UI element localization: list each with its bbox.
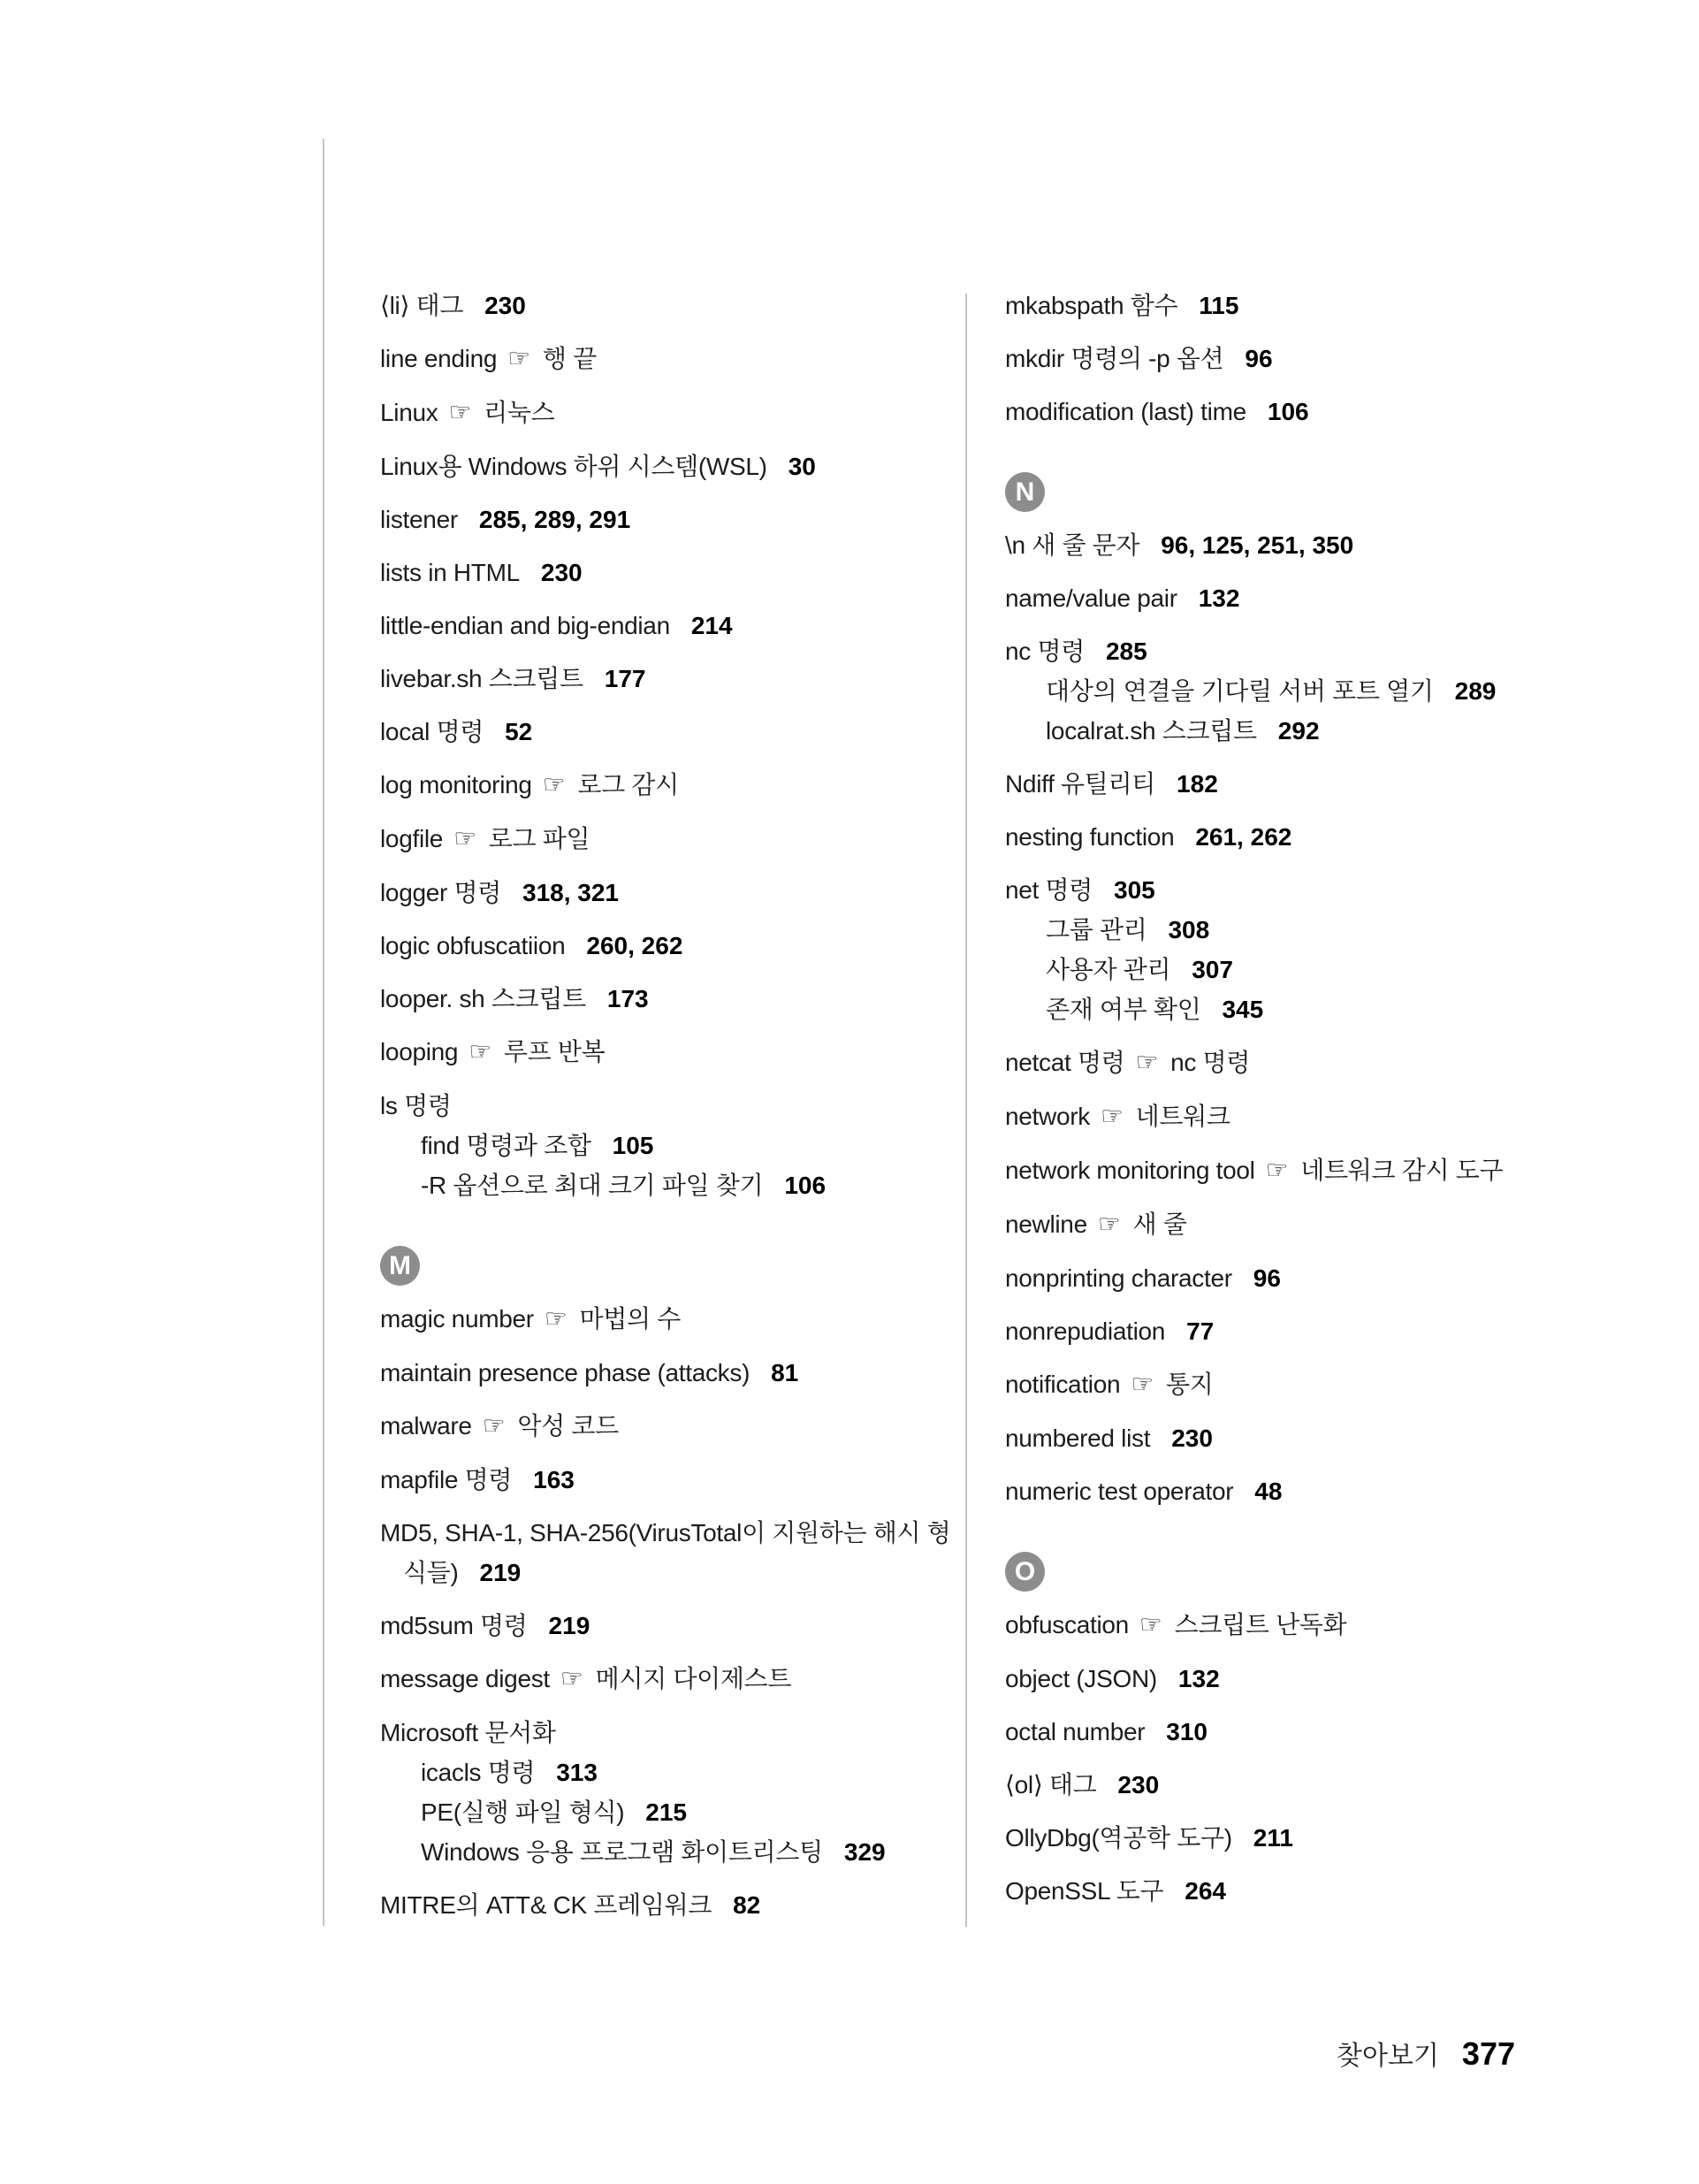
- index-entry: [380, 1353, 960, 1393]
- cross-reference-icon: ☞: [1139, 1611, 1162, 1639]
- cross-reference-target: 통지: [1165, 1371, 1214, 1398]
- cross-reference-icon: ☞: [453, 825, 476, 853]
- index-entry: [1005, 392, 1695, 431]
- entry-term: logfile: [380, 825, 444, 852]
- entry-term: magic number: [380, 1305, 534, 1333]
- index-entry: [380, 1086, 960, 1126]
- cross-reference-target: 리눅스: [484, 399, 555, 426]
- index-entry: [380, 447, 960, 486]
- entry-term: maintain presence phase (attacks): [380, 1359, 750, 1386]
- page-numbers: 219: [548, 1612, 590, 1639]
- page-numbers: 264: [1185, 1877, 1226, 1905]
- index-subentry: [380, 1126, 960, 1165]
- entry-term: livebar.sh 스크립트: [380, 665, 583, 692]
- section-letter-badge: M: [380, 1246, 420, 1286]
- entry-term: nonrepudiation: [1005, 1317, 1166, 1345]
- cross-reference-target: 행 끝: [542, 345, 597, 372]
- entry-term: 존재 여부 확인: [1046, 996, 1201, 1023]
- index-entry: [1005, 1311, 1695, 1351]
- entry-term: newline: [1005, 1210, 1087, 1238]
- cross-reference-target: 악성 코드: [517, 1412, 619, 1439]
- page-numbers: 105: [612, 1132, 654, 1159]
- cross-reference-target: 루프 반복: [503, 1038, 606, 1065]
- entry-term: object (JSON): [1005, 1665, 1157, 1692]
- index-entry: [380, 765, 960, 806]
- entry-term: octal number: [1005, 1718, 1146, 1745]
- page-numbers: 96, 125, 251, 350: [1161, 531, 1354, 559]
- page-numbers: 313: [556, 1759, 598, 1786]
- entry-term: logger 명령: [380, 879, 502, 906]
- index-entry: [380, 979, 960, 1019]
- index-entry: [380, 1460, 960, 1500]
- cross-reference-target: 메시지 다이제스트: [595, 1665, 792, 1692]
- page-numbers: 292: [1277, 717, 1320, 745]
- entry-term: log monitoring: [380, 771, 532, 798]
- entry-term: Windows 응용 프로그램 화이트리스팅: [421, 1838, 823, 1866]
- cross-reference-target: 스크립트 난독화: [1174, 1611, 1347, 1638]
- page-numbers: 260, 262: [586, 932, 683, 959]
- page-numbers: 345: [1222, 996, 1264, 1023]
- entry-term: \n 새 줄 문자: [1005, 531, 1140, 559]
- page-numbers: 285, 289, 291: [478, 506, 631, 533]
- cross-reference-icon: ☞: [469, 1038, 491, 1066]
- index-entry: [380, 286, 960, 325]
- cross-reference-target: 로그 감시: [577, 771, 679, 798]
- cross-reference-target: 로그 파일: [488, 825, 590, 852]
- page-numbers: 173: [606, 985, 649, 1012]
- index-entry: [380, 1659, 960, 1699]
- entry-term: obfuscation: [1005, 1611, 1129, 1638]
- index-subentry: [380, 1165, 960, 1205]
- entry-term: Linux: [380, 399, 438, 426]
- page-numbers: 30: [788, 453, 816, 480]
- entry-term: numbered list: [1005, 1424, 1151, 1452]
- entry-term: MITRE의 ATT& CK 프레임워크: [380, 1891, 712, 1919]
- index-entry: [1005, 1042, 1695, 1083]
- page-numbers: 81: [771, 1359, 799, 1386]
- entry-term: md5sum 명령: [380, 1612, 528, 1639]
- page-numbers: 289: [1454, 677, 1497, 705]
- page-numbers: 318, 321: [522, 879, 620, 906]
- index-entry: [380, 553, 960, 592]
- entry-term: Ndiff 유틸리티: [1005, 770, 1156, 798]
- index-entry: [380, 659, 960, 699]
- index-entry: [1005, 1150, 1695, 1191]
- entry-term: listener: [380, 506, 458, 533]
- index-entry: [1005, 870, 1695, 910]
- index-entry: [380, 873, 960, 913]
- index-entry: [1005, 631, 1695, 671]
- page-numbers: 48: [1254, 1478, 1283, 1505]
- section-letter-badge: O: [1005, 1552, 1045, 1592]
- index-entry: [1005, 1471, 1695, 1511]
- index-subentry: [1005, 671, 1695, 711]
- entry-term: OpenSSL 도구: [1005, 1877, 1164, 1905]
- page-numbers: 215: [645, 1798, 687, 1826]
- page-numbers: 106: [784, 1172, 827, 1199]
- entry-term: ⟨ol⟩ 태그: [1005, 1771, 1097, 1798]
- cross-reference-target: 새 줄: [1132, 1210, 1187, 1238]
- page-numbers: 177: [604, 665, 646, 692]
- column-divider-right: [965, 294, 967, 1927]
- page-numbers: 77: [1186, 1317, 1215, 1345]
- cross-reference-icon: ☞: [507, 345, 530, 373]
- page-numbers: 132: [1177, 1665, 1220, 1692]
- entry-term: numeric test operator: [1005, 1478, 1234, 1505]
- entry-term: 사용자 관리: [1046, 956, 1171, 983]
- index-entry: [380, 393, 960, 433]
- index-entry: [1005, 1818, 1695, 1858]
- index-subentry: [1005, 989, 1695, 1029]
- index-entry: [1005, 578, 1695, 618]
- cross-reference-icon: ☞: [448, 399, 472, 427]
- index-column: [1005, 286, 1695, 1911]
- index-subentry: [1005, 950, 1695, 989]
- page-numbers: 106: [1267, 398, 1309, 425]
- index-entry: [1005, 817, 1695, 857]
- entry-term: line ending: [380, 345, 498, 372]
- entry-term: Linux용 Windows 하위 시스템(WSL): [380, 453, 767, 480]
- index-entry: [1005, 339, 1695, 378]
- cross-reference-icon: ☞: [1135, 1049, 1159, 1077]
- index-entry: [380, 712, 960, 752]
- index-entry: [380, 500, 960, 539]
- cross-reference-target: 네트워크: [1135, 1103, 1230, 1130]
- index-subentry: [380, 1753, 960, 1792]
- cross-reference-target: 네트워크 감시 도구: [1300, 1157, 1504, 1184]
- index-subentry: [1005, 711, 1695, 751]
- index-column: [380, 286, 960, 1925]
- footer-page-number: 377: [1461, 2035, 1515, 2072]
- cross-reference-icon: ☞: [1265, 1157, 1289, 1185]
- index-entry: [1005, 1765, 1695, 1805]
- cross-reference-icon: ☞: [560, 1665, 583, 1693]
- entry-term: looping: [380, 1038, 459, 1065]
- entry-term: MD5, SHA-1, SHA-256(VirusTotal이 지원하는 해시 형식들): [380, 1519, 951, 1586]
- index-entry: [1005, 764, 1695, 804]
- index-entry: [380, 1513, 960, 1592]
- entry-term: network monitoring tool: [1005, 1157, 1255, 1184]
- index-entry: [380, 819, 960, 859]
- index-entry: [380, 1299, 960, 1340]
- entry-term: 대상의 연결을 기다릴 서버 포트 열기: [1046, 677, 1434, 705]
- page-numbers: 310: [1166, 1718, 1208, 1745]
- index-entry: [380, 339, 960, 379]
- entry-term: icacls 명령: [421, 1759, 536, 1786]
- entry-term: network: [1005, 1103, 1090, 1130]
- entry-term: nonprinting character: [1005, 1264, 1232, 1292]
- index-entry: [1005, 525, 1695, 565]
- page-numbers: 329: [843, 1838, 886, 1866]
- index-entry: [1005, 1204, 1695, 1245]
- page-numbers: 307: [1192, 956, 1233, 983]
- entry-term: nesting function: [1005, 823, 1175, 851]
- entry-term: little-endian and big-endian: [380, 612, 670, 639]
- index-entry: [380, 1606, 960, 1646]
- entry-term: ls 명령: [380, 1092, 452, 1119]
- entry-term: notification: [1005, 1371, 1121, 1398]
- entry-term: Microsoft 문서화: [380, 1719, 556, 1746]
- cross-reference-icon: ☞: [482, 1412, 506, 1440]
- entry-term: lists in HTML: [380, 559, 520, 586]
- index-entry: [380, 1713, 960, 1753]
- entry-term: mkdir 명령의 -p 옵션: [1005, 345, 1224, 372]
- entry-term: malware: [380, 1412, 472, 1439]
- entry-term: 그룹 관리: [1046, 916, 1147, 943]
- entry-term: mkabspath 함수: [1005, 292, 1178, 319]
- cross-reference-icon: ☞: [1097, 1210, 1121, 1239]
- entry-term: PE(실행 파일 형식): [421, 1798, 625, 1826]
- page-numbers: 96: [1253, 1264, 1281, 1292]
- index-subentry: [380, 1832, 960, 1872]
- index-entry: [1005, 1258, 1695, 1298]
- index-entry: [1005, 1418, 1695, 1458]
- entry-term: modification (last) time: [1005, 398, 1246, 425]
- index-subentry: [380, 1792, 960, 1832]
- cross-reference-icon: ☞: [1131, 1371, 1154, 1399]
- page-numbers: 305: [1114, 876, 1155, 904]
- page-numbers: 182: [1177, 770, 1218, 798]
- entry-term: -R 옵션으로 최대 크기 파일 찾기: [421, 1172, 764, 1199]
- index-entry: [380, 606, 960, 645]
- index-entry: [1005, 1096, 1695, 1137]
- page-numbers: 211: [1253, 1824, 1293, 1852]
- page-numbers: 82: [733, 1891, 761, 1919]
- page-numbers: 52: [505, 718, 533, 745]
- page-numbers: 285: [1105, 638, 1147, 665]
- page-numbers: 219: [479, 1559, 522, 1586]
- index-entry: [1005, 1364, 1695, 1405]
- index-entry: [380, 1032, 960, 1073]
- section-letter-badge: N: [1005, 472, 1045, 512]
- entry-term: OllyDbg(역공학 도구): [1005, 1824, 1232, 1852]
- page-numbers: 230: [1117, 1771, 1160, 1798]
- entry-term: nc 명령: [1005, 638, 1085, 665]
- page-footer: [1337, 2034, 1515, 2073]
- index-entry: [380, 1406, 960, 1447]
- index-entry: [380, 926, 960, 966]
- page-numbers: 163: [533, 1466, 575, 1493]
- entry-term: find 명령과 조합: [421, 1132, 591, 1159]
- page-numbers: 214: [690, 612, 733, 639]
- page-numbers: 261, 262: [1195, 823, 1292, 851]
- entry-term: localrat.sh 스크립트: [1046, 717, 1257, 745]
- index-entry: [1005, 1659, 1695, 1699]
- page-numbers: 230: [484, 292, 526, 319]
- entry-term: netcat 명령: [1005, 1049, 1125, 1076]
- page-numbers: 132: [1198, 584, 1240, 612]
- entry-term: mapfile 명령: [380, 1466, 513, 1493]
- cross-reference-icon: ☞: [544, 1305, 568, 1333]
- entry-term: ⟨li⟩ 태그: [380, 292, 464, 319]
- cross-reference-target: 마법의 수: [579, 1305, 681, 1333]
- entry-term: name/value pair: [1005, 584, 1177, 612]
- footer-label: 찾아보기: [1337, 2042, 1439, 2071]
- cross-reference-target: nc 명령: [1170, 1049, 1251, 1076]
- index-subentry: [1005, 910, 1695, 950]
- entry-term: message digest: [380, 1665, 550, 1692]
- cross-reference-icon: ☞: [542, 771, 566, 799]
- entry-term: looper. sh 스크립트: [380, 985, 586, 1012]
- entry-term: net 명령: [1005, 876, 1093, 904]
- page-numbers: 230: [1171, 1424, 1213, 1452]
- index-entry: [1005, 1605, 1695, 1646]
- cross-reference-icon: ☞: [1100, 1103, 1124, 1131]
- column-divider-left: [323, 139, 324, 1926]
- index-entry: [1005, 1871, 1695, 1911]
- page-numbers: 308: [1168, 916, 1210, 943]
- index-entry: [1005, 286, 1695, 325]
- page-numbers: 96: [1245, 345, 1273, 372]
- page-numbers: 230: [540, 559, 583, 586]
- page-numbers: 115: [1199, 292, 1239, 319]
- entry-term: logic obfuscatiion: [380, 932, 566, 959]
- entry-term: local 명령: [380, 718, 484, 745]
- index-entry: [380, 1885, 960, 1925]
- index-entry: [1005, 1712, 1695, 1752]
